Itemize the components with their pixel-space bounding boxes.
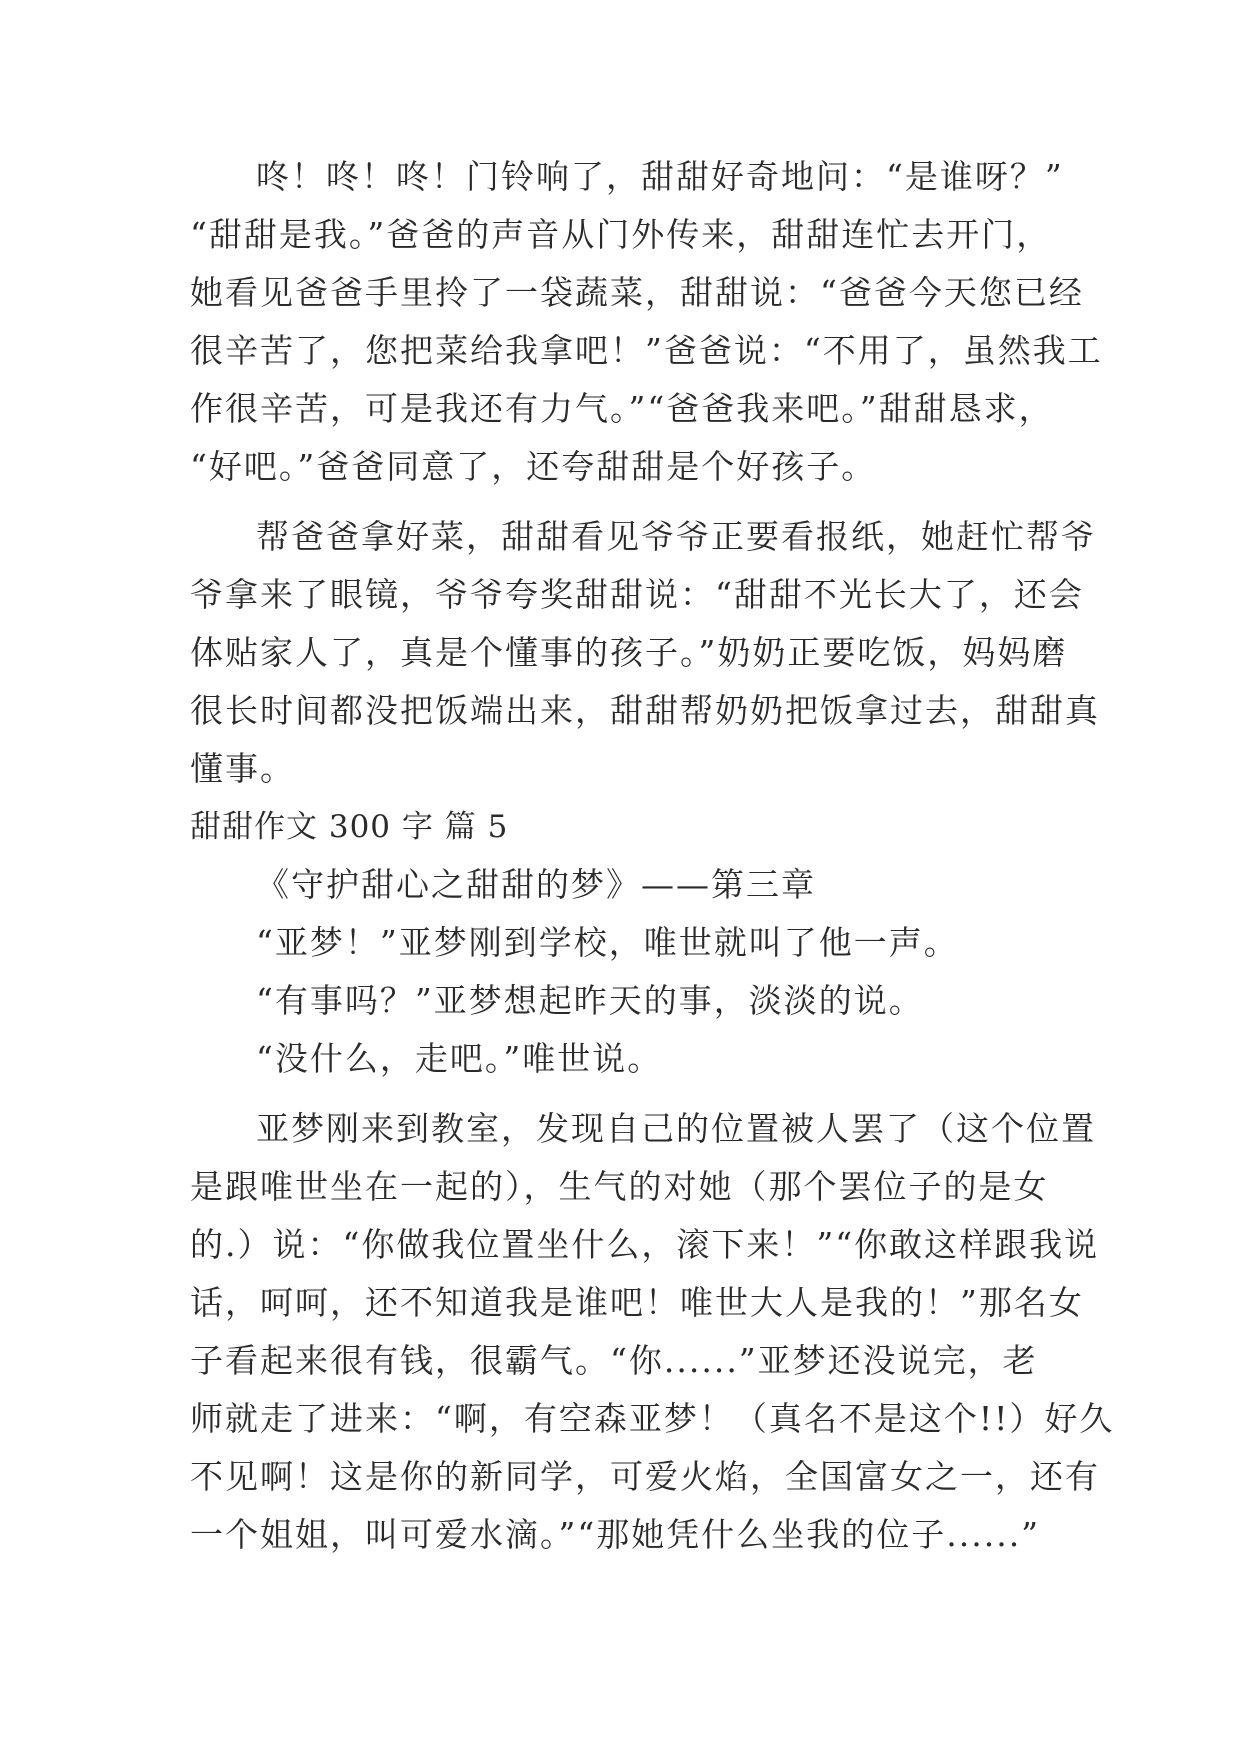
- text-line: 的.）说：“你做我位置坐什么，滚下来！”“你敢这样跟我说: [190, 1225, 1100, 1264]
- text-line: 亚梦刚来到教室，发现自己的位置被人罢了（这个位置: [256, 1109, 1096, 1148]
- text-line: 话，呵呵，还不知道我是谁吧！唯世大人是我的！”那名女: [190, 1283, 1084, 1322]
- text-line: “好吧。”爸爸同意了，还夸甜甜是个好孩子。: [190, 447, 877, 486]
- dialog-line: “有事吗？”亚梦想起昨天的事，淡淡的说。: [256, 981, 924, 1020]
- text-line: 作很辛苦，可是我还有力气。”“爸爸我来吧。”甜甜恳求，: [190, 389, 1054, 428]
- dialog-line: “亚梦！”亚梦刚到学校，唯世就叫了他一声。: [256, 923, 959, 962]
- text-line: 咚！咚！咚！门铃响了，甜甜好奇地问：“是谁呀？”: [256, 157, 1064, 196]
- chapter-subtitle: 《守护甜心之甜甜的梦》——第三章: [256, 865, 816, 904]
- text-line: 帮爸爸拿好菜，甜甜看见爷爷正要看报纸，她赶忙帮爷: [256, 517, 1096, 556]
- document-body: [190, 148, 1115, 1564]
- paragraph-helping: [190, 508, 1100, 798]
- text-line: 是跟唯世坐在一起的），生气的对她（那个罢位子的是女: [190, 1167, 1049, 1206]
- paragraph-classroom: [190, 1100, 1115, 1564]
- paragraph-doorbell: [190, 148, 1103, 496]
- section-heading: 甜甜作文 300 字 篇 5: [190, 809, 509, 845]
- text-line: 爷拿来了眼镜，爷爷夸奖甜甜说：“甜甜不光长大了，还会: [190, 575, 1084, 614]
- text-line: 一个姐姐，叫可爱水滴。”“那她凭什么坐我的位子......”: [190, 1515, 1041, 1554]
- text-line: 很长时间都没把饭端出来，甜甜帮奶奶把饭拿过去，甜甜真: [190, 691, 1100, 730]
- text-line: 师就走了进来：“啊，有空森亚梦！（真名不是这个!!）好久: [190, 1399, 1115, 1438]
- text-line: 体贴家人了，真是个懂事的孩子。”奶奶正要吃饭，妈妈磨: [190, 633, 1068, 672]
- text-line: 她看见爸爸手里拎了一袋蔬菜，甜甜说：“爸爸今天您已经: [190, 273, 1084, 312]
- text-line: 很辛苦了，您把菜给我拿吧！”爸爸说：“不用了，虽然我工: [190, 331, 1103, 370]
- text-line: “甜甜是我。”爸爸的声音从门外传来，甜甜连忙去开门，: [190, 215, 1052, 254]
- dialog-line: “没什么，走吧。”唯世说。: [256, 1039, 663, 1078]
- text-line: 子看起来很有钱，很霸气。“你......”亚梦还没说完，老: [190, 1341, 1038, 1380]
- text-line: 不见啊！这是你的新同学，可爱火焰，全国富女之一，还有: [190, 1457, 1100, 1496]
- text-line: 懂事。: [190, 749, 295, 788]
